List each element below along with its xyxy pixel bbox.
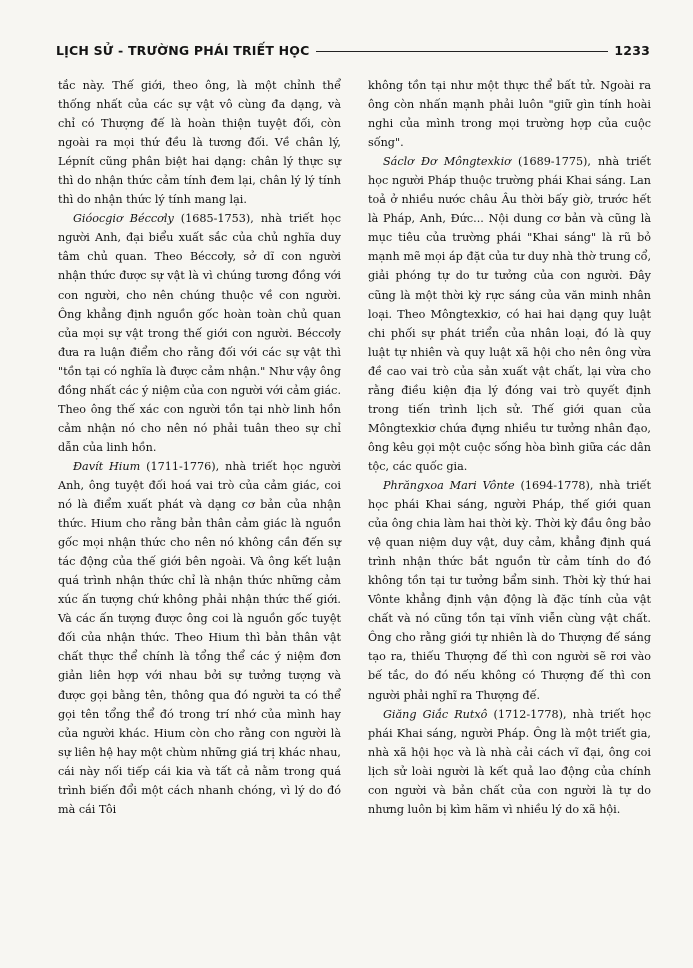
philosopher-name: Sáclơ Đơ Môngtexkiơ bbox=[383, 155, 511, 169]
paragraph bbox=[368, 476, 651, 705]
paragraph-text: (1685-1753), nhà triết học người Anh, đại biểu xuất sắc của chủ nghĩa duy tâm chủ quan. Theo Béccơly, sở dĩ con người nhận thức được sự vật là vì chúng tương đồng với con người, cho nên chúng thuộc về con người. Ông khẳng định nguồn gốc hoàn toàn chủ quan của mọi sự vật trong thế giới con người. Béccơly đưa ra luận điểm cho rằng đối với các sự vật thì "tồn tại có nghĩa là được cảm nhận." Như vậy ông đồng nhất các ý niệm của con người với cảm giác. Theo ông thế xác con người tồn tại nhờ linh hồn cảm nhận nó cho nên nó phải tuân theo sự chỉ dẫn của linh hồn. bbox=[58, 212, 341, 454]
header-rule bbox=[316, 51, 609, 52]
paragraph bbox=[58, 76, 341, 209]
paragraph bbox=[58, 457, 341, 819]
header-title: LỊCH SỬ - TRƯỜNG PHÁI TRIẾT HỌC bbox=[56, 42, 310, 58]
paragraph-text: không tồn tại như một thực thể bất tử. Ngoài ra ông còn nhấn mạnh phải luôn "giữ gìn tính hoài nghi của mình trong mọi trường hợp của cuộc sống". bbox=[368, 79, 651, 150]
paragraph bbox=[58, 209, 341, 457]
page-number: 1233 bbox=[614, 42, 650, 58]
paragraph-text: (1711-1776), nhà triết học người Anh, ông tuyệt đối hoá vai trò của cảm giác, coi nó là điểm xuất phát và dạng cơ bản của nhận thức. Hium cho rằng bản thân cảm giác là nguồn gốc mọi nhận thức cho nên nó không cần đến sự tác động của thế giới bên ngoài. Và ông kết luận quá trình nhận thức chỉ là nhận thức những cảm xúc ấn tượng chứ không phải nhận thức thế giới. Và các ấn tượng được ông coi là nguồn gốc tuyệt đối của nhận thức. Theo Hium thì bản thân vật chất thực thể chính là tổng thể các ý niệm đơn giản liên hợp với nhau bởi sự tưởng tượng và được gọi bằng tên, thông qua đó người ta có thể gọi tên tổng thể đó trong trí nhớ của mình hay của người khác. Hium còn cho rằng con người là sự liên hệ hay một chùm những giá trị khác nhau, cái này nối tiếp cái kia và tất cả nằm trong quá trình biến đổi một cách nhanh chóng, vì lý do đó mà cái Tôi bbox=[58, 459, 341, 816]
philosopher-name: Phrăngxoa Mari Vônte bbox=[383, 478, 515, 492]
left-column bbox=[58, 76, 341, 819]
philosopher-name: Đavít Hium bbox=[73, 459, 141, 473]
paragraph-text: tắc này. Thế giới, theo ông, là một chỉnh thể thống nhất của các sự vật vô cùng đa dạng, và chỉ có Thượng đế là hoàn thiện tuyệt đối, còn ngoài ra mọi thứ đều là tương đối. Về chân lý, Lépnít cũng phân biệt hai dạng: chân lý thực sự thì do nhận thức cảm tính đem lại, chân lý lý tính thì do nhận thức lý tính mang lại. bbox=[58, 79, 341, 207]
running-header bbox=[56, 40, 650, 60]
paragraph-text: (1712-1778), nhà triết học phái Khai sáng, người Pháp. Ông là một triết gia, nhà xã hội học và là nhà cải cách vĩ đại, ông coi lịch sử loài người là kết quả lao động của chính con người và bản chất của con người là tự do nhưng luôn bị kìm hãm vì nhiều lý do xã hội. bbox=[368, 707, 651, 816]
paragraph bbox=[368, 152, 651, 476]
paragraph-text: (1689-1775), nhà triết học người Pháp thuộc trường phái Khai sáng. Lan toả ở nhiều nước châu Âu thời bấy giờ, trước hết là Pháp, Anh, Đức... Nội dung cơ bản và cũng là mục tiêu của trường phái "Khai sáng" là rũ bỏ mạnh mẽ mọi áp đặt của tư duy nhà thờ trung cổ, giải phóng tự do tư tưởng của con người. Đây cũng là một thời kỳ rực sáng của văn minh nhân loại. Theo Môngtexkiơ, có hai hai dạng quy luật chi phối sự phát triển của nhân loại, đó là quy luật tự nhiên và quy luật xã hội cho nên ông vừa đề cao vai trò của sản xuất vật chất, lại vừa cho rằng điều kiện địa lý đóng vai trò quyết định trong tiến trình lịch sử. Thế giới quan của Môngtexkiơ chứa đựng nhiều tư tưởng nhân đạo, ông kêu gọi một cuộc sống hòa bình giữa các dân tộc, các quốc gia. bbox=[368, 155, 652, 473]
right-column bbox=[368, 76, 651, 819]
paragraph bbox=[368, 705, 651, 819]
paragraph bbox=[368, 76, 651, 152]
paragraph-text: (1694-1778), nhà triết học phái Khai sáng, người Pháp, thế giới quan của ông chia làm hai thời kỳ. Thời kỳ đầu ông bảo vệ quan niệm duy vật, duy cảm, khẳng định quá trình nhận thức bắt nguồn từ cảm tính do đó không tồn tại tư tưởng bẩm sinh. Thời kỳ thứ hai Vônte khẳng định vận động là đặc tính của vật chất và nó cũng tồn tại vĩnh viễn cùng vật chất. Ông cho rằng giới tự nhiên là do Thượng đế sáng tạo ra, thiếu Thượng đế thì con người sẽ rơi vào bế tắc, do đó nếu không có Thượng đế thì con người phải nghĩ ra Thượng đế. bbox=[368, 478, 651, 702]
philosopher-name: Gióocgiơ Béccơly bbox=[73, 212, 174, 226]
philosopher-name: Giăng Giắc Rutxô bbox=[383, 707, 488, 721]
